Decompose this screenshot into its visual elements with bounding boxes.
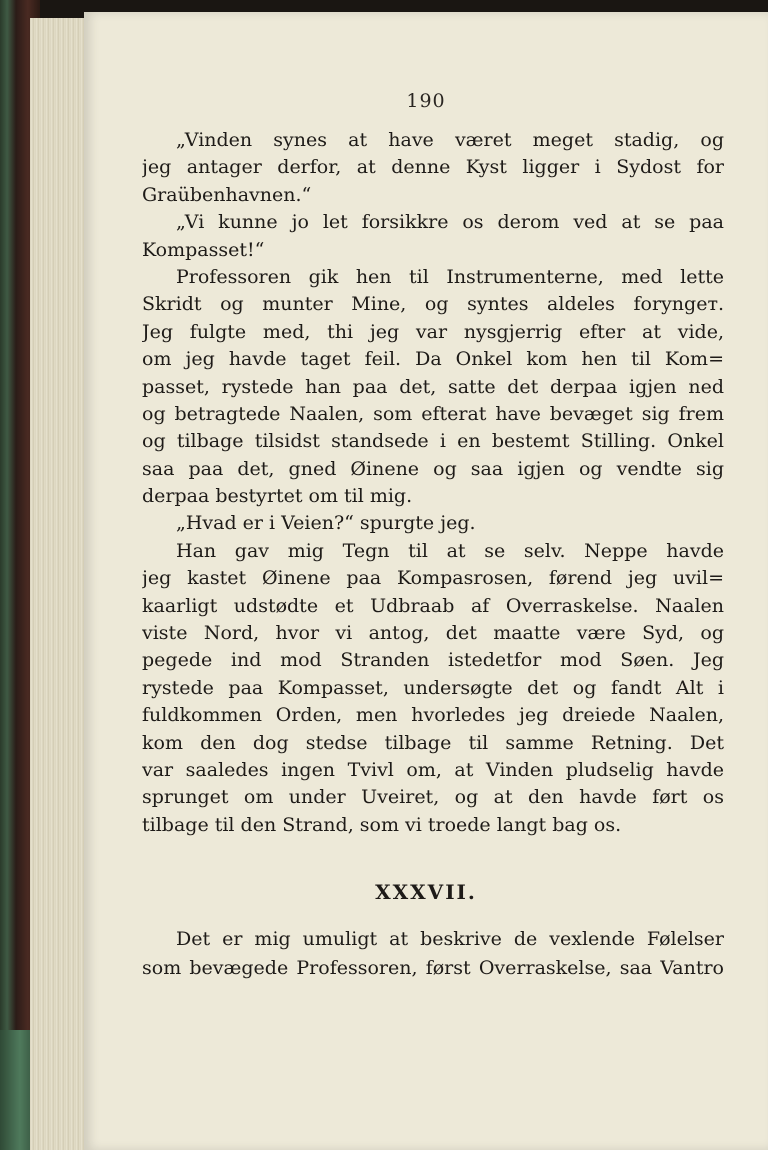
text-line: „Hvad er i Veien?“ spurgte jeg. — [176, 512, 476, 535]
text-line: derpaa bestyrtet om til mig. — [142, 485, 413, 508]
text-line: Jeg fulgte med, thi jeg var nysgjerrig efter at vide, — [142, 320, 724, 343]
text-line: viste Nord, hvor vi antog, det maatte være Syd, og — [142, 622, 724, 645]
text-line: jeg kastet Øinene paa Kompasrosen, førend jeg uvil= — [142, 567, 724, 590]
chapter-text — [142, 925, 724, 983]
text-line: pegede ind mod Stranden istedetfor mod Søen. Jeg — [142, 649, 724, 672]
text-line: kaarligt udstødte et Udbraab af Overraskelse. Naalen — [142, 594, 724, 617]
text-line: Graübenhavnen.“ — [142, 183, 312, 206]
text-line: passet, rystede han paa det, satte det derpaa igjen ned — [142, 375, 724, 398]
text-line: jeg antager derfor, at denne Kyst ligger i Sydost for — [142, 156, 724, 179]
text-line: sprunget om under Uveiret, og at den havde ført os — [142, 786, 724, 809]
chapter-heading: XXXVII. — [375, 880, 477, 904]
text-line: tilbage til den Strand, som vi troede langt bag os. — [142, 813, 622, 836]
text-line: som bevægede Professoren, først Overraskelse, saa Vantro — [142, 957, 724, 979]
text-line: Kompasset!“ — [142, 238, 265, 261]
text-line: „Vi kunne jo let forsikkre os derom ved at se paa — [176, 211, 724, 234]
text-line: „Vinden synes at have været meget stadig, og — [176, 129, 724, 151]
text-line: kom den dog stedse tilbage til samme Retning. Det — [142, 731, 724, 754]
text-line: Han gav mig Tegn til at se selv. Neppe havde — [176, 539, 724, 562]
text-line: var saaledes ingen Tvivl om, at Vinden pludselig havde — [142, 758, 724, 781]
text-line: Det er mig umuligt at beskrive de vexlende Følelser — [176, 928, 724, 950]
text-line: Skridt og munter Mine, og syntes aldeles foryngет. — [142, 293, 724, 316]
text-line: saa paa det, gned Øinene og saa igjen og vendte sig — [142, 457, 724, 480]
text-line: om jeg havde taget feil. Da Onkel kom hen til Kom= — [142, 348, 724, 371]
body-text — [142, 127, 724, 839]
text-line: og tilbage tilsidst standsede i en bestemt Stilling. Onkel — [142, 430, 724, 453]
text-line: Professoren gik hen til Instrumenterne, med lette — [176, 265, 724, 288]
text-line: fuldkommen Orden, men hvorledes jeg dreiede Naalen, — [142, 704, 724, 727]
page-number: 190 — [406, 90, 446, 112]
page-edges — [30, 18, 88, 1150]
text-line: og betragtede Naalen, som efterat have bevæget sig frem — [142, 402, 724, 425]
text-line: rystede paa Kompasset, undersøgte det og fandt Alt i — [142, 676, 724, 699]
